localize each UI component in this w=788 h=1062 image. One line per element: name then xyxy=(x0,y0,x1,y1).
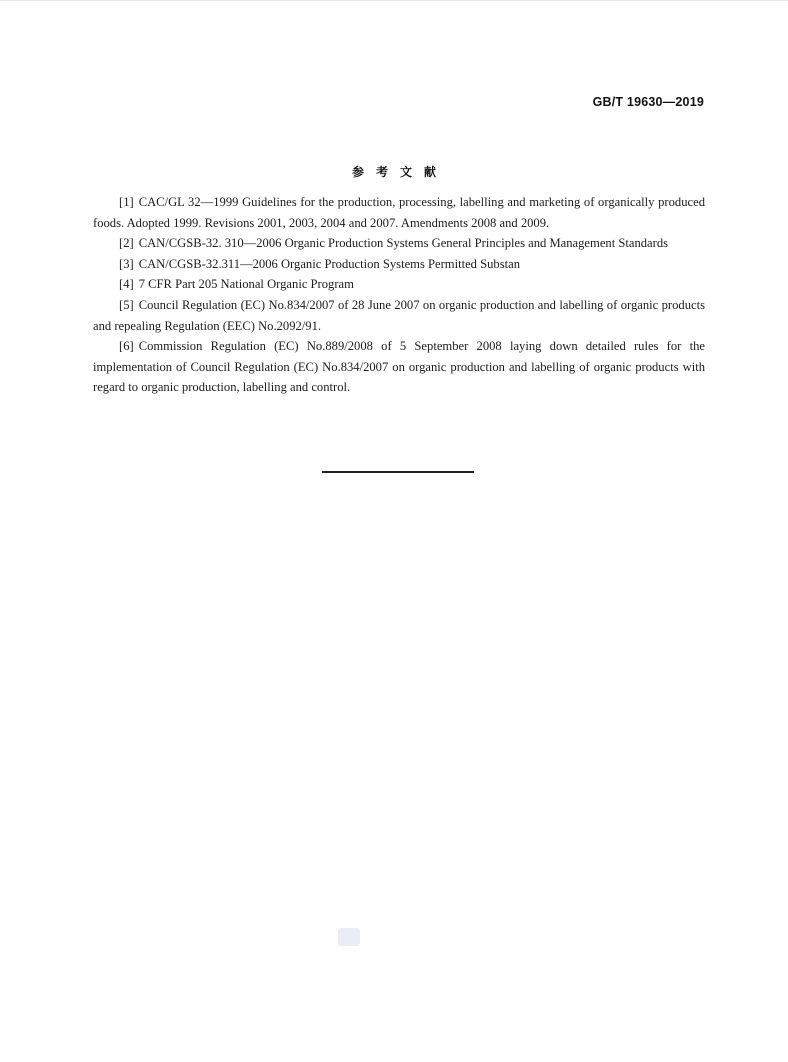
page-top-edge xyxy=(0,0,788,1)
reference-item-2 xyxy=(93,233,705,254)
reference-item-1 xyxy=(93,192,705,233)
reference-text: CAN/CGSB-32. 310—2006 Organic Production Systems General Principles and Management Standards xyxy=(138,236,669,251)
section-title: 参考文献 xyxy=(351,165,448,179)
reference-text: Commission Regulation (EC) No.889/2008 of 5 September 2008 laying down detailed rules for the implementation of Council Regulation (EC) No.834/2007 on organic production and labelling of organic products with regard to organic production, labelling and control. xyxy=(93,339,705,395)
reference-item-4 xyxy=(93,274,705,295)
reference-item-5 xyxy=(93,295,705,336)
standard-number: GB/T 19630—2019 xyxy=(592,95,704,109)
reference-index: [2] xyxy=(119,236,134,251)
reference-index: [1] xyxy=(119,195,134,209)
reference-index: [4] xyxy=(119,277,134,292)
reference-text: 7 CFR Part 205 National Organic Program xyxy=(138,277,354,292)
reference-index: [5] xyxy=(119,297,134,312)
reference-text: Council Regulation (EC) No.834/2007 of 28 June 2007 on organic production and labelling of organic products and repealing Regulation (EEC) No.2092/91. xyxy=(93,297,705,333)
watermark-logo-icon xyxy=(338,928,360,946)
reference-text: CAC/GL 32—1999 Guidelines for the production, processing, labelling and marketing of organically produced foods. Adopted 1999. Revisions 2001, 2003, 2004 and 2007. Amendments 2008 and 2009. xyxy=(93,195,705,230)
reference-list xyxy=(93,192,705,398)
reference-text: CAN/CGSB-32.311—2006 Organic Production Systems Permitted Substan xyxy=(138,256,520,271)
reference-index: [3] xyxy=(119,256,134,271)
end-of-document-rule xyxy=(322,471,474,473)
reference-index: [6] xyxy=(119,339,134,354)
reference-item-6 xyxy=(93,336,705,398)
reference-item-3 xyxy=(93,254,705,275)
